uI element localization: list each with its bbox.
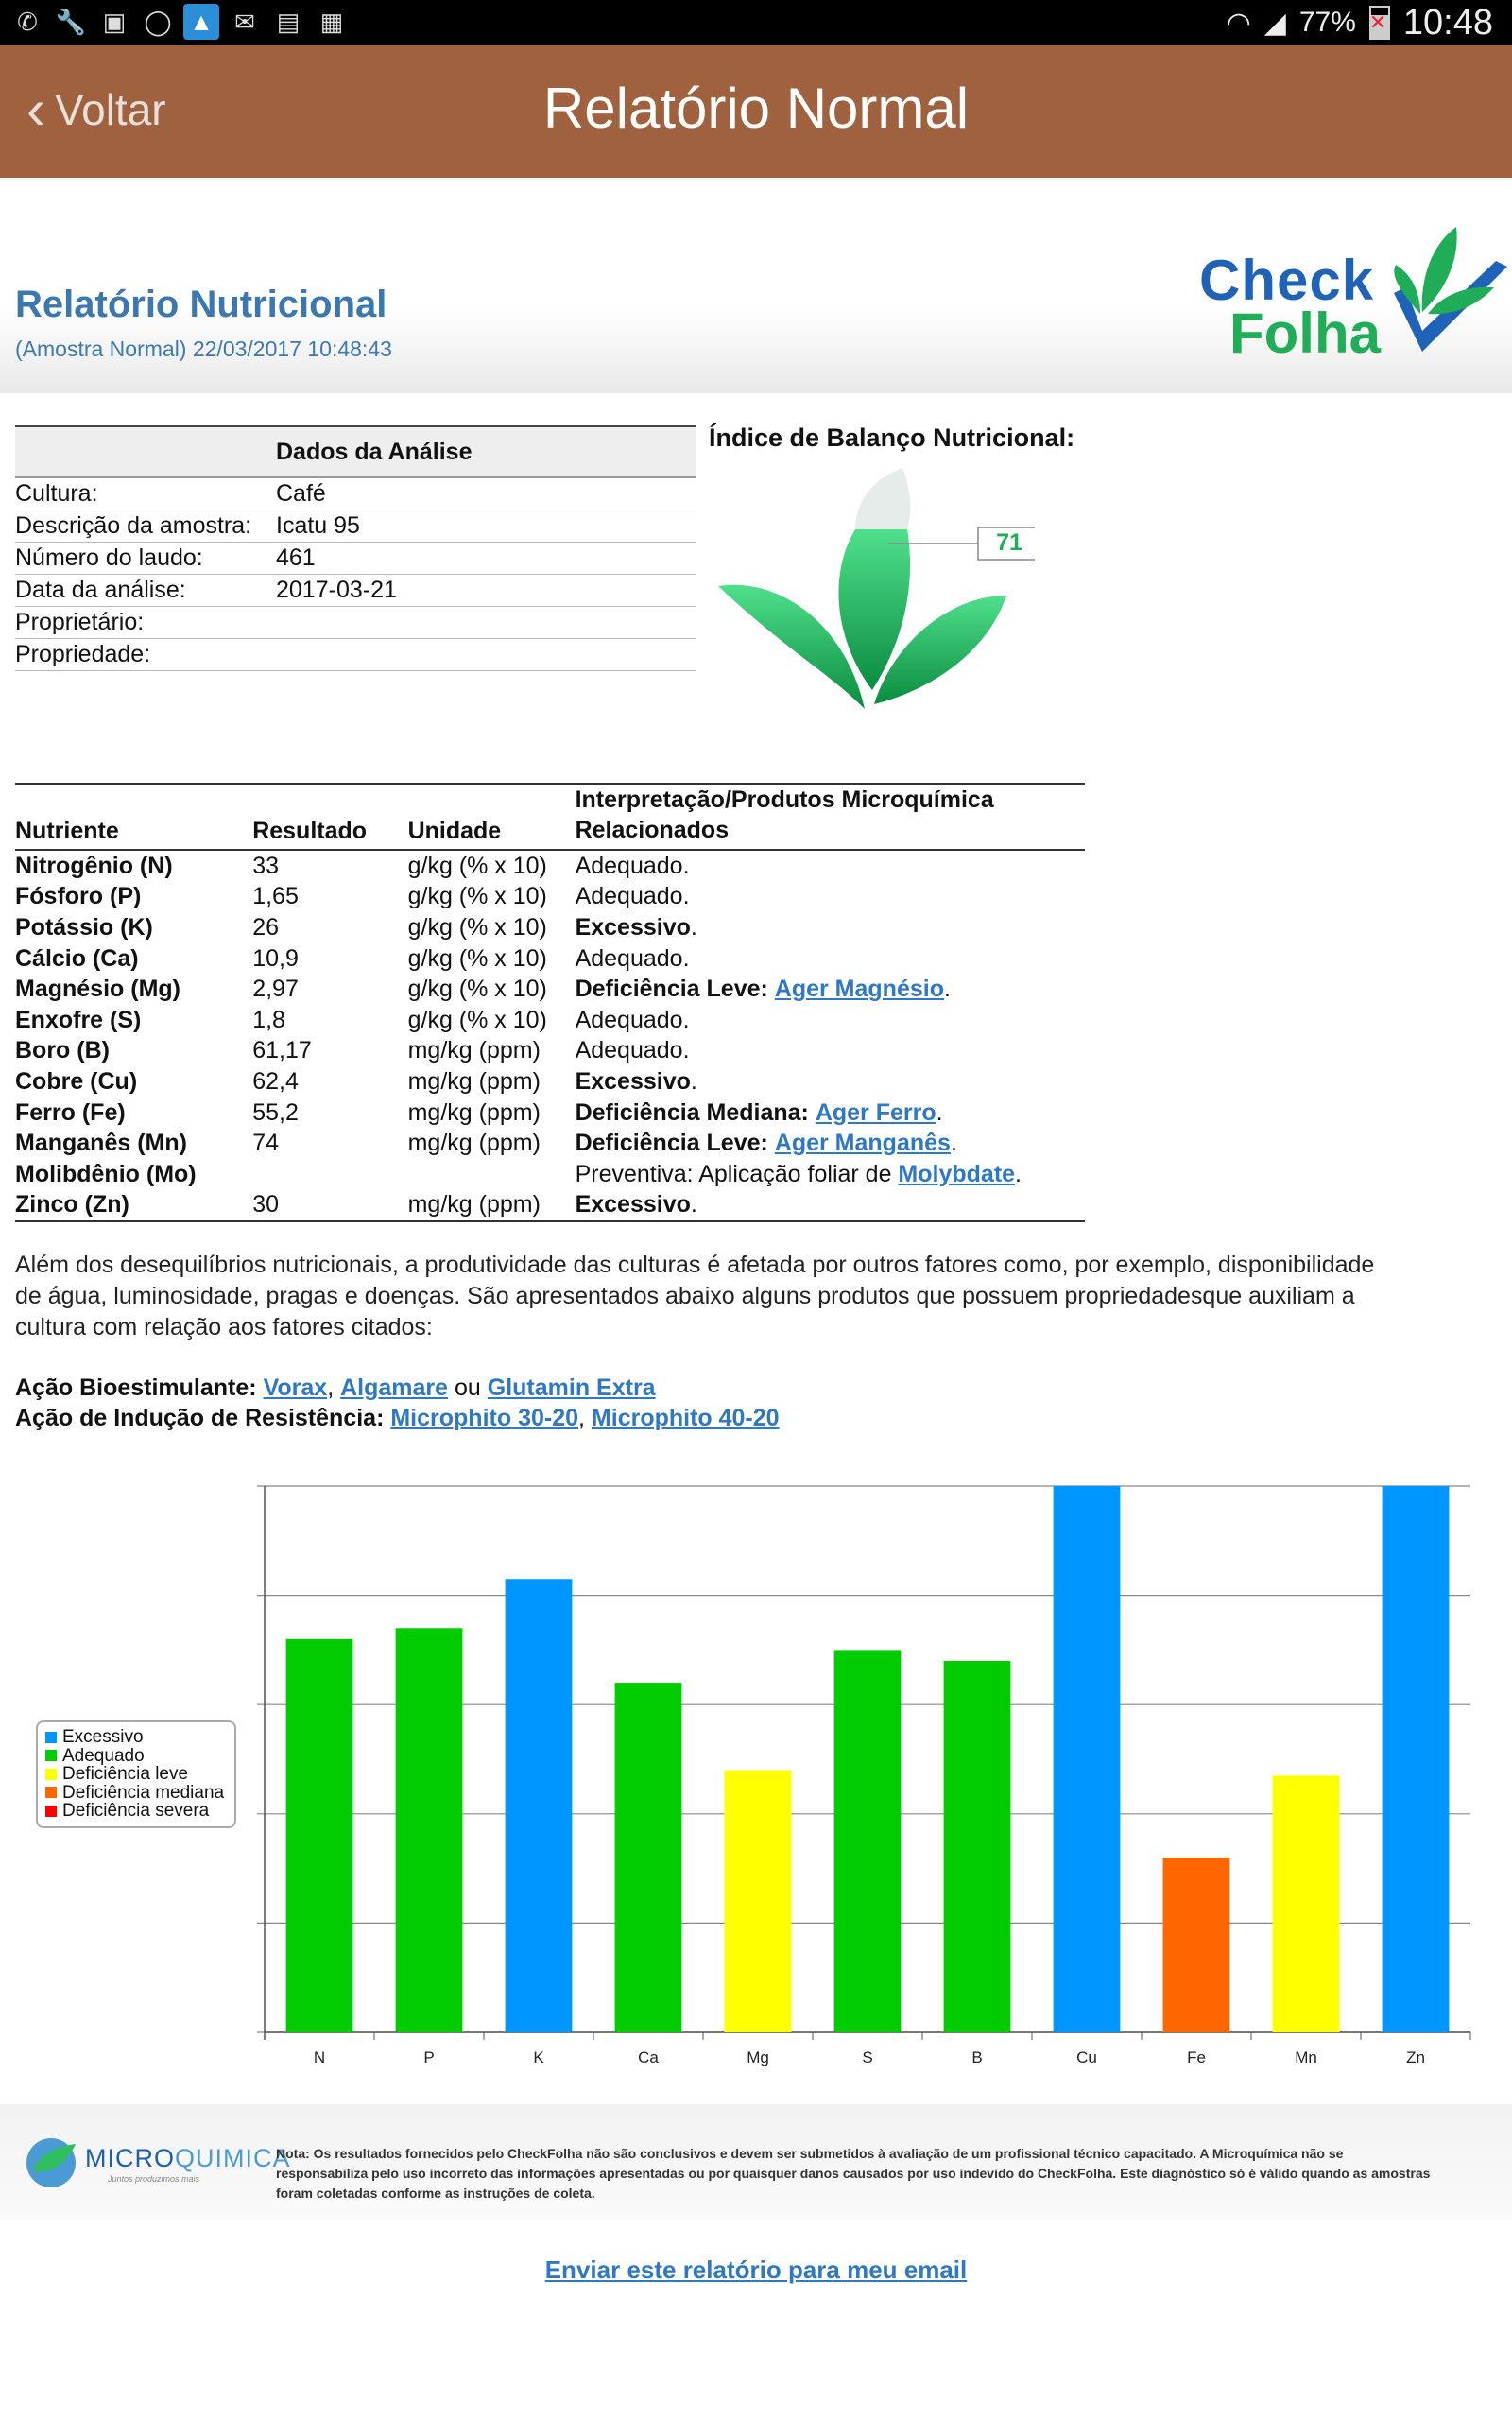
microquimica-logo: MICROQUIMICA Juntos produzimos mais — [23, 2133, 268, 2199]
nutrient-unit: mg/kg (ppm) — [407, 1067, 541, 1095]
x-tick-label: K — [533, 2048, 544, 2066]
col-result: Resultado — [252, 784, 407, 850]
nutrient-result: 61,17 — [252, 1037, 312, 1064]
nutrient-interpretation: Adequado. — [575, 852, 690, 879]
col-interpretation: Interpretação/Produtos Microquímica Relacionados — [576, 784, 1085, 850]
nutrient-unit: mg/kg (ppm) — [407, 1130, 541, 1157]
nutrient-result: 62,4 — [252, 1067, 299, 1095]
nutrient-row — [15, 1098, 1085, 1129]
legend-item — [45, 1747, 227, 1766]
product-link[interactable]: Ager Ferro — [815, 1098, 936, 1126]
wrench-icon: 🔧 — [55, 7, 87, 36]
nutrient-interpretation: Deficiência Mediana: Ager Ferro. — [575, 1098, 943, 1126]
nutrient-name: Magnésio (Mg) — [15, 976, 180, 1003]
nutrient-result: 26 — [252, 913, 279, 941]
product-link[interactable]: Ager Manganês — [774, 1130, 951, 1157]
x-tick-label: Mn — [1295, 2048, 1317, 2066]
analysis-value: 2017-03-21 — [276, 575, 696, 607]
send-email-link[interactable]: Enviar este relatório para meu email — [544, 2256, 968, 2284]
bar-b — [944, 1661, 1011, 2032]
app-icon: ▲ — [183, 4, 219, 40]
balance-index-leaf — [713, 463, 1035, 718]
product-link[interactable]: Ager Magnésio — [774, 976, 944, 1003]
analysis-value: Icatu 95 — [276, 510, 696, 543]
bar-s — [834, 1650, 902, 2032]
legend-swatch — [45, 1732, 57, 1743]
nutrient-interpretation: Preventiva: Aplicação foliar de Molybdate. — [575, 1160, 1022, 1187]
nutrient-row — [15, 850, 1085, 882]
analysis-row — [15, 575, 696, 607]
battery-icon: ✕ — [1369, 6, 1390, 40]
signal-icon: ◢ — [1263, 7, 1286, 39]
nutrient-interpretation: Deficiência Leve: Ager Manganês. — [575, 1130, 957, 1157]
legend-swatch — [45, 1750, 57, 1761]
nutrient-name: Manganês (Mn) — [15, 1130, 187, 1157]
analysis-key: Data da análise: — [15, 575, 276, 607]
analysis-table — [15, 425, 696, 671]
nutrient-result: 10,9 — [252, 944, 299, 972]
nutrient-row — [15, 882, 1085, 913]
nutrient-result — [252, 1159, 407, 1190]
analysis-row — [15, 510, 696, 543]
nutrient-result: 30 — [252, 1190, 407, 1222]
nutrient-interpretation: Excessivo. — [575, 1067, 697, 1095]
x-tick-label: N — [313, 2048, 326, 2066]
image-icon: ▣ — [102, 7, 127, 36]
nutrient-row — [15, 912, 1085, 943]
nutrient-result: 33 — [252, 852, 279, 879]
nutrient-unit: g/kg (% x 10) — [407, 976, 547, 1003]
legend-label: Deficiência leve — [62, 1764, 189, 1784]
nutrient-interpretation: Adequado. — [575, 883, 690, 910]
analysis-value: Café — [276, 477, 696, 510]
nutrient-row — [15, 1066, 1085, 1098]
notification-icons — [9, 4, 350, 40]
nutrient-result: 2,97 — [252, 976, 299, 1003]
nutrient-row — [15, 1005, 1085, 1036]
nutrient-unit: mg/kg (ppm) — [407, 1098, 541, 1126]
product-link-glutamin-extra[interactable]: Glutamin Extra — [487, 1374, 656, 1401]
nutrient-name: Molibdênio (Mo) — [15, 1160, 197, 1187]
nutrient-unit: g/kg (% x 10) — [407, 883, 547, 910]
nutrient-name: Nitrogênio (N) — [15, 852, 173, 879]
x-tick-label: S — [862, 2048, 873, 2066]
back-label: Voltar — [54, 85, 166, 134]
analysis-value — [276, 607, 696, 639]
col-nutrient: Nutriente — [15, 784, 252, 850]
bar-p — [396, 1628, 463, 2032]
nutrient-unit: mg/kg (ppm) — [408, 1190, 576, 1222]
missed-call-icon: ✆ — [17, 7, 38, 36]
nutrient-unit: g/kg (% x 10) — [407, 1006, 547, 1033]
nutrient-name: Boro (B) — [15, 1037, 110, 1064]
mail-icon: ✉ — [234, 7, 255, 36]
analysis-row — [15, 543, 696, 575]
nutrient-interpretation: Excessivo. — [576, 1190, 1085, 1222]
actions — [15, 1373, 780, 1433]
analysis-value — [276, 639, 696, 671]
leaf-check-icon — [1195, 219, 1512, 361]
legend-swatch — [45, 1769, 57, 1780]
x-tick-label: Mg — [747, 2048, 769, 2066]
analysis-header: Dados da Análise — [15, 426, 696, 477]
analysis-row — [15, 639, 696, 671]
chevron-left-icon: ‹ — [26, 78, 45, 141]
whatsapp-icon: ◯ — [144, 7, 172, 36]
legend-item — [45, 1784, 227, 1803]
nutrient-name: Ferro (Fe) — [15, 1098, 126, 1126]
nutrient-result: 55,2 — [252, 1098, 299, 1126]
nutrient-name: Cálcio (Ca) — [15, 944, 139, 972]
x-tick-label: Ca — [638, 2048, 659, 2066]
legend-label: Deficiência mediana — [62, 1782, 225, 1803]
analysis-row — [15, 607, 696, 639]
analysis-key: Proprietário: — [15, 607, 276, 639]
product-link-microphito-40-20[interactable]: Microphito 40-20 — [591, 1405, 780, 1431]
info-paragraph: Além dos desequilíbrios nutricionais, a produtividade das culturas é afetada por outros fatores como, por exemplo, disponibilidade de água, luminosidade, pragas e doenças. São apresentados abaixo alguns produtos que possuem propriedadesque auxiliam a cultura com relação aos fatores citados: — [15, 1252, 1375, 1340]
x-tick-label: Cu — [1076, 2048, 1097, 2066]
nutrient-unit: g/kg (% x 10) — [407, 913, 547, 941]
nutrient-row — [15, 1036, 1085, 1067]
bar-zn — [1383, 1486, 1450, 2032]
balance-index-title: Índice de Balanço Nutricional: — [709, 424, 1075, 452]
bar-ca — [615, 1683, 682, 2032]
bar-k — [506, 1579, 573, 2032]
bio-action-line: Ação Bioestimulante: Vorax, Algamare ou Glutamin Extra — [15, 1374, 656, 1401]
product-link-vorax[interactable]: Vorax — [263, 1374, 328, 1401]
battery-percent: 77% — [1298, 7, 1356, 38]
product-link-algamare[interactable]: Algamare — [340, 1374, 449, 1401]
report-subtitle: (Amostra Normal) 22/03/2017 10:48:43 — [15, 337, 392, 361]
analysis-key: Cultura: — [15, 477, 276, 510]
bar-mg — [725, 1771, 792, 2032]
nutrient-result: 1,8 — [252, 1006, 285, 1033]
x-tick-label: Fe — [1187, 2048, 1206, 2066]
legend-label: Adequado — [62, 1745, 145, 1766]
x-tick-label: B — [971, 2048, 983, 2066]
checkfolha-logo: Check Folha — [1195, 219, 1512, 361]
clock: 10:48 — [1402, 2, 1493, 43]
nutrient-name: Enxofre (S) — [15, 1006, 142, 1033]
analysis-key: Número do laudo: — [15, 543, 276, 575]
nutrient-row — [15, 1159, 1085, 1190]
balance-index-value: 71 — [996, 529, 1022, 556]
sd-card-icon: ▦ — [319, 7, 344, 36]
nutrient-table — [15, 783, 1085, 1222]
report-title: Relatório Nutricional — [15, 284, 387, 325]
legend-item — [45, 1728, 227, 1747]
nutrient-row — [15, 943, 1085, 975]
title-bar — [0, 45, 1512, 178]
page-title: Relatório Normal — [542, 77, 970, 140]
bar-cu — [1054, 1486, 1121, 2032]
bar-fe — [1163, 1858, 1230, 2032]
globe-leaf-icon — [23, 2133, 79, 2193]
resistance-action-line: Ação de Indução de Resistência: Microphito 30-20, Microphito 40-20 — [15, 1405, 780, 1431]
nutrient-interpretation: Excessivo. — [575, 913, 697, 941]
analysis-value: 461 — [276, 543, 696, 575]
footer-note: Nota: Os resultados fornecidos pelo CheckFolha não são conclusivos e devem ser submetidos à avaliação de um profissional técnico capacitado. A Microquímica não se responsabiliza pelo uso incorreto das informações apresentadas ou por quaisquer danos causados por uso indevido do CheckFolha. Este diagnóstico só é válido quando as amostras foram coletadas conforme as instruções de coleta. — [276, 2146, 1431, 2201]
nutrient-unit: g/kg (% x 10) — [407, 944, 547, 972]
x-tick-label: P — [423, 2048, 435, 2066]
analysis-key: Propriedade: — [15, 639, 276, 671]
nutrient-unit: mg/kg (ppm) — [407, 1037, 541, 1064]
analysis-row — [15, 477, 696, 510]
legend-label: Deficiência severa — [62, 1801, 210, 1821]
nutrient-result: 1,65 — [252, 883, 299, 910]
legend-item — [45, 1765, 227, 1784]
nutrient-interpretation: Adequado. — [575, 1006, 690, 1033]
nutrient-unit — [408, 1159, 576, 1190]
bar-mn — [1273, 1775, 1340, 2032]
product-link-microphito-30-20[interactable]: Microphito 30-20 — [390, 1405, 579, 1431]
chart-legend — [36, 1720, 236, 1828]
legend-swatch — [45, 1806, 57, 1817]
nutrient-interpretation: Adequado. — [575, 1037, 690, 1064]
nutrient-row — [15, 1190, 1085, 1222]
product-link[interactable]: Molybdate — [898, 1160, 1016, 1187]
col-unit: Unidade — [408, 784, 576, 850]
nutrient-name: Fósforo (P) — [15, 883, 142, 910]
legend-item — [45, 1802, 227, 1821]
nutrient-name: Cobre (Cu) — [15, 1067, 138, 1095]
bar-n — [286, 1639, 353, 2032]
nutrient-unit: g/kg (% x 10) — [407, 852, 547, 879]
legend-swatch — [45, 1787, 57, 1798]
nutrient-name: Zinco (Zn) — [15, 1190, 252, 1222]
legend-label: Excessivo — [62, 1727, 144, 1747]
nutrient-row — [15, 974, 1085, 1005]
footer — [0, 2104, 1512, 2220]
clipboard-icon: ▤ — [276, 7, 301, 36]
analysis-key: Descrição da amostra: — [15, 510, 276, 543]
nutrient-result: 74 — [252, 1130, 279, 1157]
wifi-icon: ◠ — [1226, 7, 1251, 39]
x-tick-label: Zn — [1406, 2048, 1425, 2066]
nutrient-name: Potássio (K) — [15, 913, 153, 941]
nutrient-interpretation: Deficiência Leve: Ager Magnésio. — [575, 976, 951, 1003]
nutrient-row — [15, 1128, 1085, 1159]
status-bar — [0, 0, 1512, 45]
nutrient-interpretation: Adequado. — [575, 944, 690, 972]
